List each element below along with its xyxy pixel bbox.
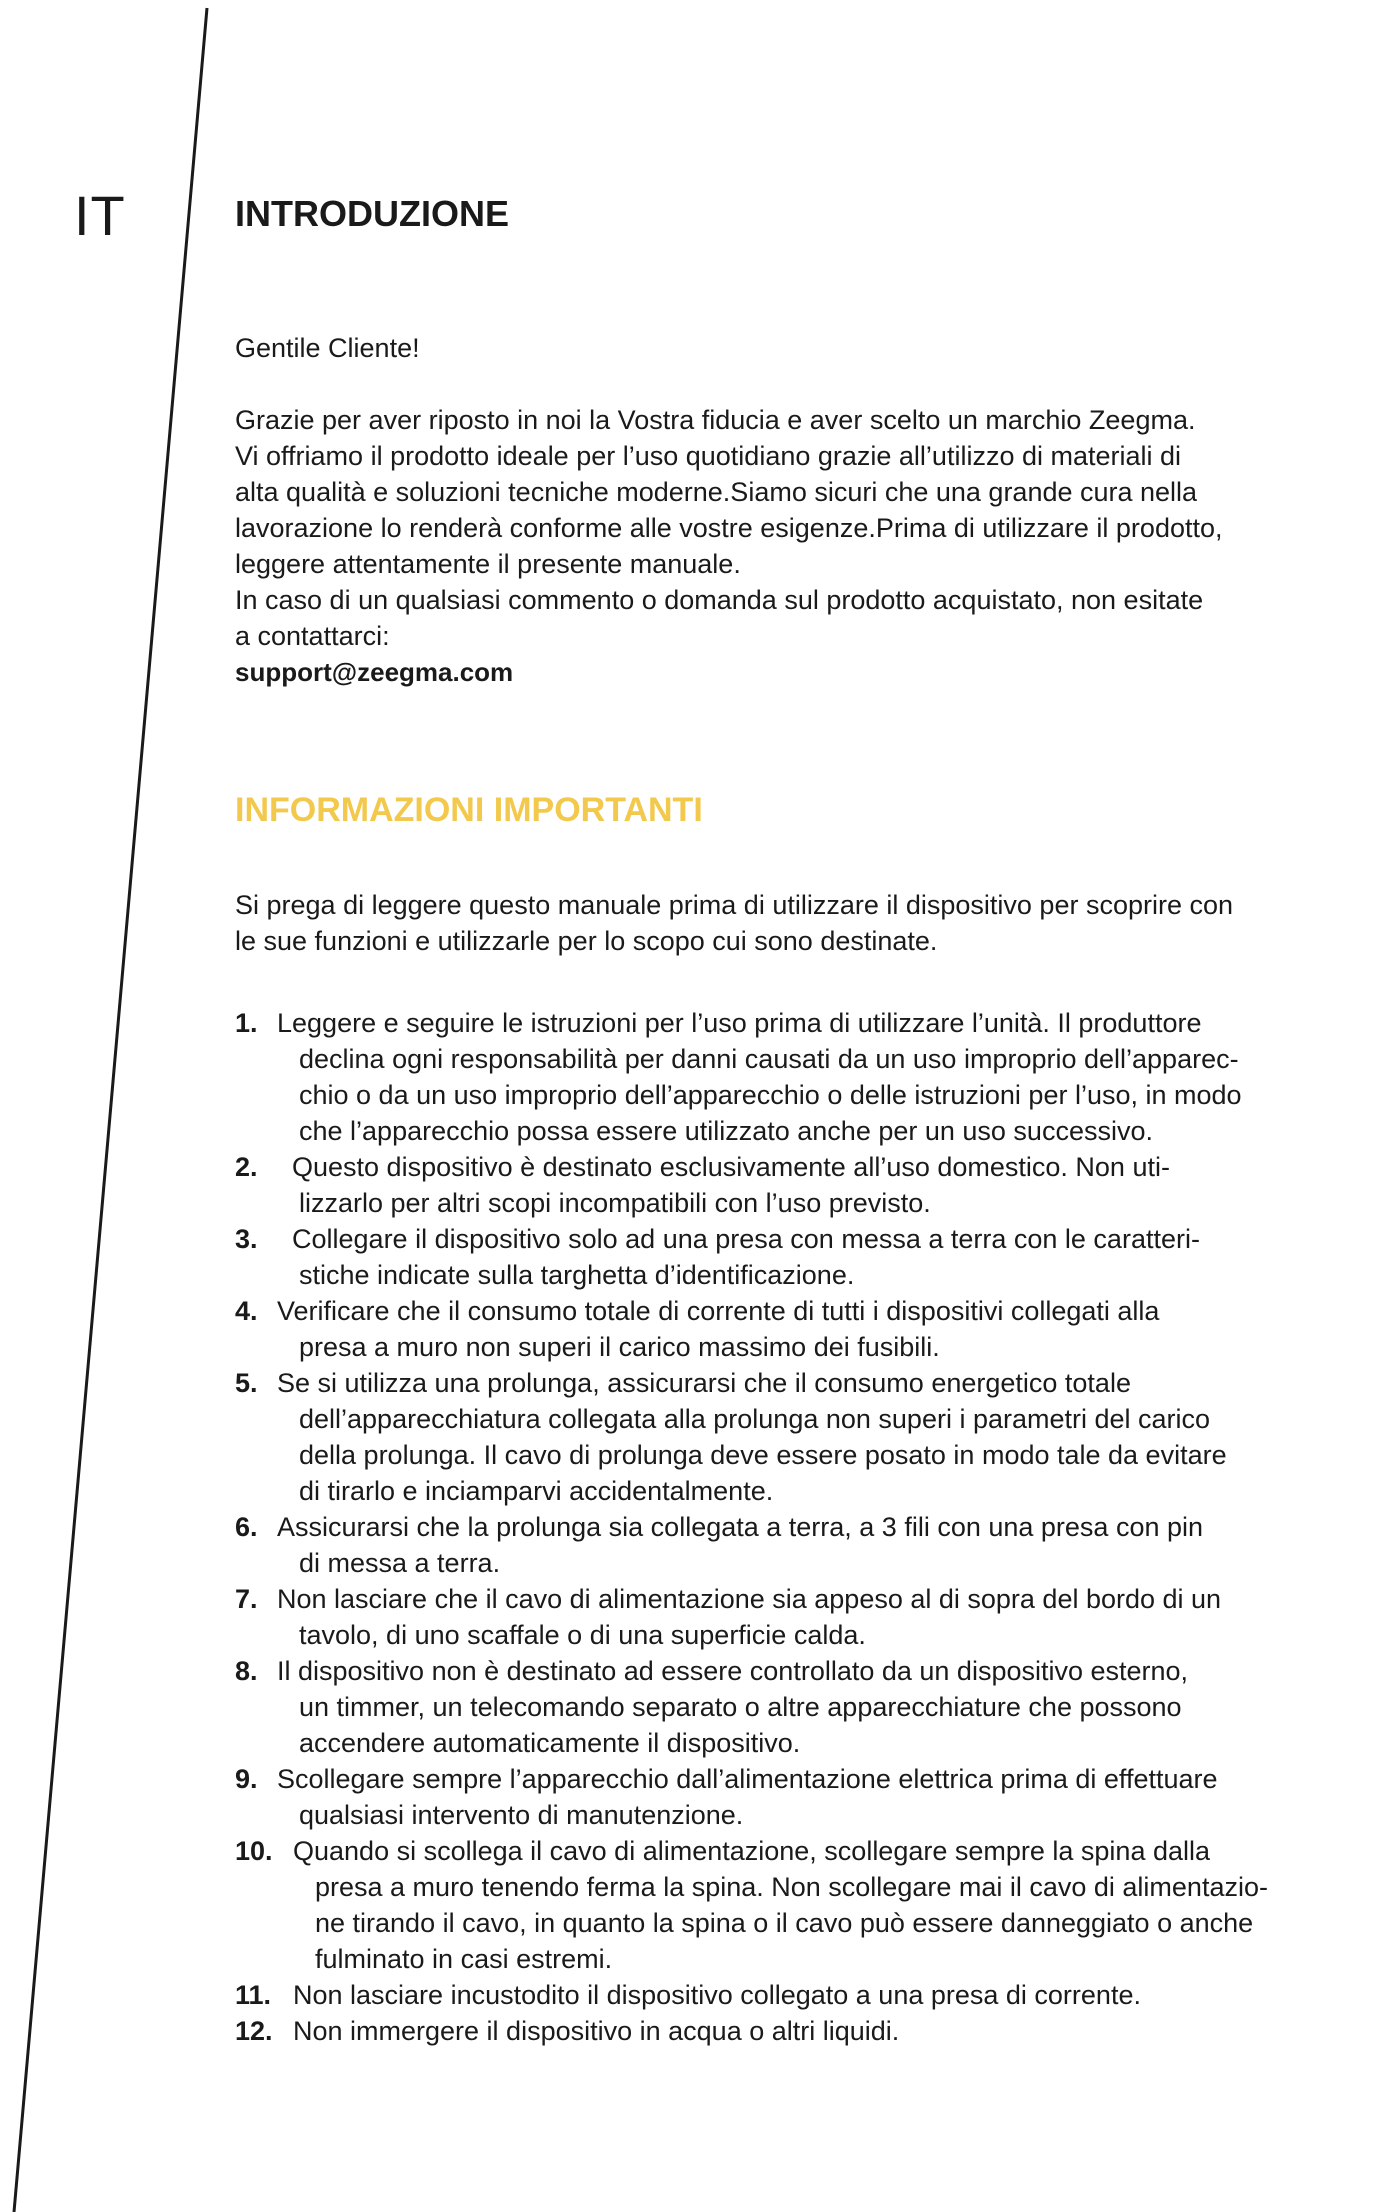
list-item <box>235 1149 1365 1221</box>
greeting: Gentile Cliente! <box>235 333 420 364</box>
list-item-first-line: Non lasciare che il cavo di alimentazione sia appeso al di sopra del bordo di un <box>277 1583 1222 1614</box>
list-item-continuation-line: presa a muro non superi il carico massimo dei fusibili. <box>299 1331 940 1362</box>
language-code: IT <box>74 184 126 247</box>
list-item-continuation-line: di tirarlo e inciamparvi accidentalmente. <box>299 1475 774 1506</box>
list-item <box>235 1005 1365 1149</box>
list-item-first-line: Non immergere il dispositivo in acqua o altri liquidi. <box>293 2015 900 2046</box>
list-item-number: 3. <box>235 1223 258 1254</box>
list-item-number: 2. <box>235 1151 258 1182</box>
list-item-continuation-line: ne tirando il cavo, in quanto la spina o il cavo può essere danneggiato o anche <box>315 1907 1254 1938</box>
list-item-text <box>277 1365 1365 1509</box>
list-item-continuation-line: accendere automaticamente il dispositivo. <box>299 1727 801 1758</box>
list-item-continuation-line: declina ogni responsabilità per danni causati da un uso improprio dell’apparec- <box>299 1043 1239 1074</box>
list-item <box>235 1653 1365 1761</box>
intro-line: Vi offriamo il prodotto ideale per l’uso quotidiano grazie all’utilizzo di materiali di <box>235 441 1182 472</box>
list-item-text <box>293 1833 1365 1977</box>
list-item <box>235 1221 1365 1293</box>
intro-line: leggere attentamente il presente manuale. <box>235 549 741 580</box>
list-item-number: 1. <box>235 1007 258 1038</box>
list-item-text <box>277 1005 1365 1149</box>
list-item <box>235 1581 1365 1653</box>
list-item-number: 4. <box>235 1295 258 1326</box>
list-item-first-line: Assicurarsi che la prolunga sia collegata a terra, a 3 fili con una presa con pin <box>277 1511 1204 1542</box>
list-item-first-line: Verificare che il consumo totale di corrente di tutti i dispositivi collegati alla <box>277 1295 1160 1326</box>
list-item <box>235 1509 1365 1581</box>
lead-line: Si prega di leggere questo manuale prima di utilizzare il dispositivo per scoprire con <box>235 889 1234 920</box>
list-item-continuation-line: fulminato in casi estremi. <box>315 1943 613 1974</box>
list-item-first-line: Il dispositivo non è destinato ad essere controllato da un dispositivo esterno, <box>277 1655 1189 1686</box>
list-item-continuation-line: presa a muro tenendo ferma la spina. Non scollegare mai il cavo di alimentazio- <box>315 1871 1268 1902</box>
list-item-first-line: Collegare il dispositivo solo ad una presa con messa a terra con le caratteri- <box>277 1223 1200 1254</box>
list-item <box>235 2013 1365 2049</box>
intro-line: a contattarci: <box>235 621 390 652</box>
important-lead <box>235 887 1365 959</box>
intro-heading: INTRODUZIONE <box>235 193 509 234</box>
list-item-first-line: Se si utilizza una prolunga, assicurarsi che il consumo energetico totale <box>277 1367 1131 1398</box>
list-item <box>235 1977 1365 2013</box>
list-item-continuation-line: di messa a terra. <box>299 1547 501 1578</box>
important-heading: INFORMAZIONI IMPORTANTI <box>235 791 703 830</box>
list-item-continuation-line: chio o da un uso improprio dell’apparecchio o delle istruzioni per l’uso, in modo <box>299 1079 1242 1110</box>
list-item-text <box>277 1149 1365 1221</box>
list-item <box>235 1365 1365 1509</box>
list-item-continuation-line: dell’apparecchiatura collegata alla prolunga non superi i parametri del carico <box>299 1403 1211 1434</box>
list-item-continuation-line: che l’apparecchio possa essere utilizzato anche per un uso successivo. <box>299 1115 1153 1146</box>
list-item-first-line: Quando si scollega il cavo di alimentazione, scollegare sempre la spina dalla <box>293 1835 1211 1866</box>
list-item <box>235 1833 1365 1977</box>
intro-paragraph <box>235 402 1365 690</box>
intro-line: In caso di un qualsiasi commento o domanda sul prodotto acquistato, non esitate <box>235 585 1204 616</box>
list-item-continuation-line: qualsiasi intervento di manutenzione. <box>299 1799 744 1830</box>
list-item-number: 8. <box>235 1655 258 1686</box>
list-item-text <box>277 1293 1365 1365</box>
list-item-text <box>293 2013 1365 2049</box>
list-item-number: 7. <box>235 1583 258 1614</box>
list-item-number: 10. <box>235 1835 273 1866</box>
list-item-continuation-line: lizzarlo per altri scopi incompatibili con l’uso previsto. <box>299 1187 931 1218</box>
page-content <box>235 192 1365 2049</box>
intro-line: alta qualità e soluzioni tecniche moderne.Siamo sicuri che una grande cura nella <box>235 477 1198 508</box>
list-item-first-line: Scollegare sempre l’apparecchio dall’alimentazione elettrica prima di effettuare <box>277 1763 1218 1794</box>
list-item-first-line: Leggere e seguire le istruzioni per l’uso prima di utilizzare l’unità. Il produttore <box>277 1007 1202 1038</box>
list-item-first-line: Non lasciare incustodito il dispositivo collegato a una presa di corrente. <box>293 1979 1141 2010</box>
list-item-continuation-line: tavolo, di uno scaffale o di una superficie calda. <box>299 1619 866 1650</box>
list-item <box>235 1293 1365 1365</box>
list-item-text <box>277 1761 1365 1833</box>
list-item-text <box>277 1581 1365 1653</box>
list-item-first-line: Questo dispositivo è destinato esclusivamente all’uso domestico. Non uti- <box>277 1151 1170 1182</box>
list-item-text <box>277 1653 1365 1761</box>
list-item-text <box>277 1221 1365 1293</box>
list-item-number: 11. <box>235 1979 272 2010</box>
intro-line: lavorazione lo renderà conforme alle vostre esigenze.Prima di utilizzare il prodotto, <box>235 513 1223 544</box>
list-item-number: 12. <box>235 2015 273 2046</box>
support-email: support@zeegma.com <box>235 657 514 688</box>
intro-line: Grazie per aver riposto in noi la Vostra fiducia e aver scelto un marchio Zeegma. <box>235 405 1196 436</box>
list-item-continuation-line: della prolunga. Il cavo di prolunga deve essere posato in modo tale da evitare <box>299 1439 1227 1470</box>
list-item-number: 9. <box>235 1763 258 1794</box>
list-item-text <box>293 1977 1365 2013</box>
list-item-number: 6. <box>235 1511 258 1542</box>
list-item-number: 5. <box>235 1367 258 1398</box>
safety-rules-list <box>235 1005 1365 2049</box>
list-item-text <box>277 1509 1365 1581</box>
lead-line: le sue funzioni e utilizzarle per lo scopo cui sono destinate. <box>235 925 938 956</box>
list-item-continuation-line: stiche indicate sulla targhetta d’identificazione. <box>299 1259 855 1290</box>
list-item-continuation-line: un timmer, un telecomando separato o altre apparecchiature che possono <box>299 1691 1182 1722</box>
list-item <box>235 1761 1365 1833</box>
